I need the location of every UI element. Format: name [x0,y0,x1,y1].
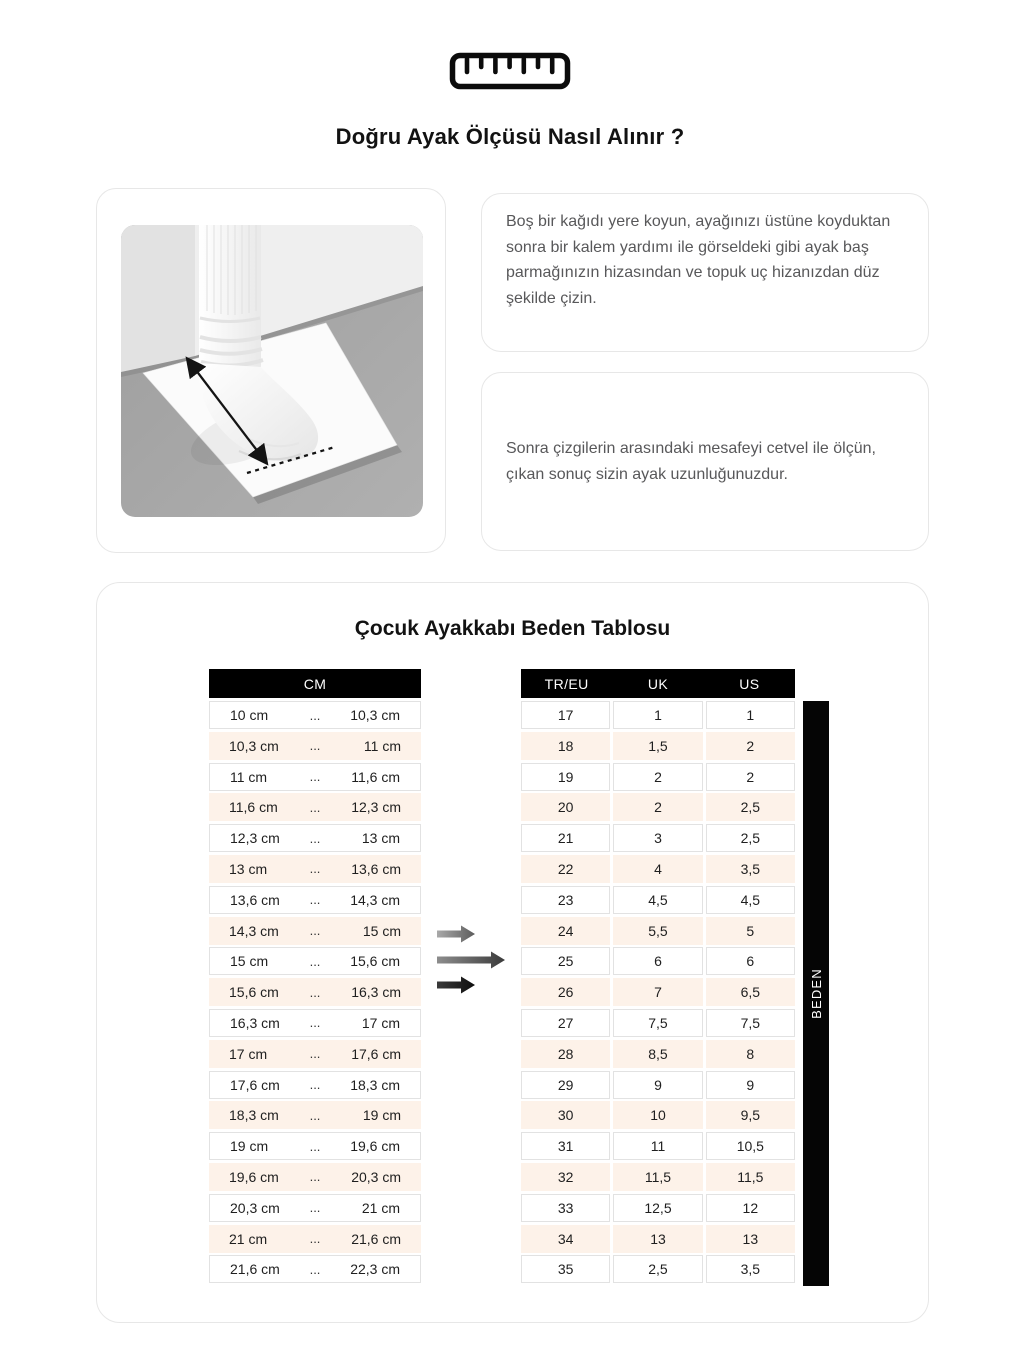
cm-range-separator: ... [309,1138,321,1154]
cm-to: 14,3 cm [350,891,400,908]
cm-range-row [209,1101,421,1129]
cm-to: 18,3 cm [350,1076,400,1093]
size-table-title: Çocuk Ayakkabı Beden Tablosu [354,617,671,640]
size-cell-us: 4,5 [706,886,795,914]
size-cell-uk: 5,5 [613,917,702,945]
cm-range-row [209,824,421,852]
instruction-text-2: Sonra çizgilerin arasındaki mesafeyi cetvel ile ölçün, çıkan sonuç sizin ayak uzunluğunuzdur. [506,439,876,483]
cm-rows [209,701,421,1283]
cm-range-separator: ... [309,1046,321,1062]
foot-measurement-photo [121,225,423,517]
size-cell-uk: 3 [613,824,702,852]
cm-range-row [209,855,421,883]
cm-range-separator: ... [309,953,321,969]
size-cell-tr-eu: 20 [521,793,610,821]
size-cell-us: 12 [706,1194,795,1222]
cm-from: 13,6 cm [230,891,280,908]
size-cell-uk: 2 [613,763,702,791]
size-cell-us: 8 [706,1040,795,1068]
size-cell-tr-eu: 18 [521,732,610,760]
cm-from: 15,6 cm [229,984,279,1001]
cm-range-separator: ... [309,1231,321,1247]
cm-range-separator: ... [309,861,321,877]
cm-from: 11,6 cm [229,799,278,816]
size-cell-us: 13 [706,1225,795,1253]
size-cell-us: 3,5 [706,1255,795,1283]
header-cell-uk: UK [647,675,669,692]
page-header [0,52,1020,95]
cm-to: 17 cm [361,1014,400,1031]
size-cell-tr-eu: 30 [521,1101,610,1129]
size-cell-us: 7,5 [706,1009,795,1037]
cm-from: 12,3 cm [230,830,280,847]
cm-to: 21,6 cm [351,1230,401,1247]
size-cell-uk: 7 [613,978,702,1006]
size-cell-uk: 10 [613,1101,702,1129]
cm-range-row [209,1009,421,1037]
size-cell-tr-eu: 31 [521,1132,610,1160]
cm-from: 17 cm [229,1045,268,1062]
cm-range-row [209,793,421,821]
size-cell-us: 9,5 [706,1101,795,1129]
cm-range-separator: ... [309,738,321,754]
size-cell-tr-eu: 24 [521,917,610,945]
cm-to: 17,6 cm [351,1045,401,1062]
size-rows [521,701,795,1283]
size-cell-tr-eu: 19 [521,763,610,791]
size-cell-tr-eu: 17 [521,701,610,729]
cm-range-separator: ... [309,1261,321,1277]
size-cell-uk: 11,5 [613,1163,702,1191]
size-cell-uk: 4 [613,855,702,883]
cm-range-separator: ... [309,830,321,846]
cm-to: 19,6 cm [350,1138,400,1155]
cm-table [209,669,421,1283]
cm-from: 14,3 cm [229,922,279,939]
size-cell-uk: 2,5 [613,1255,702,1283]
size-cell-uk: 7,5 [613,1009,702,1037]
cm-to: 11 cm [363,737,401,754]
instruction-text-1: Boş bir kağıdı yere koyun, ayağınızı üstüne koyduktan sonra bir kalem yardımı ile görseldeki gibi ayak baş parmağınızın hizasından ve topuk uç hizanızdan düz şekilde çizin. [506,213,891,307]
cm-from: 11 cm [230,768,268,785]
size-cell-tr-eu: 26 [521,978,610,1006]
size-cell-us: 1 [706,701,795,729]
cm-to: 12,3 cm [351,799,401,816]
cm-from: 21,6 cm [230,1261,280,1278]
cm-range-row [209,763,421,791]
size-cell-tr-eu: 34 [521,1225,610,1253]
cm-table-header: CM [209,669,421,698]
cm-range-separator: ... [309,1015,321,1031]
size-cell-uk: 11 [613,1132,702,1160]
size-cell-us: 5 [706,917,795,945]
cm-from: 16,3 cm [230,1014,280,1031]
size-cell-uk: 6 [613,947,702,975]
size-table-card [96,582,929,1323]
cm-range-separator: ... [309,892,321,908]
conversion-arrows-icon [435,924,515,1002]
size-cell-tr-eu: 25 [521,947,610,975]
cm-from: 15 cm [230,953,269,970]
size-cell-us: 6,5 [706,978,795,1006]
cm-to: 13 cm [361,830,400,847]
header-cell-tr-eu: TR/EU [544,675,589,692]
cm-range-separator: ... [309,707,321,723]
cm-range-row [209,1132,421,1160]
cm-range-row [209,1071,421,1099]
cm-to: 15 cm [362,922,401,939]
cm-range-row [209,947,421,975]
size-cell-tr-eu: 22 [521,855,610,883]
size-cell-uk: 8,5 [613,1040,702,1068]
cm-from: 10 cm [230,707,269,723]
size-cell-us: 10,5 [706,1132,795,1160]
size-cell-uk: 13 [613,1225,702,1253]
size-cell-tr-eu: 28 [521,1040,610,1068]
cm-to: 10,3 cm [350,707,400,723]
cm-range-separator: ... [309,923,321,939]
cm-from: 13 cm [229,860,268,877]
cm-range-row [209,1225,421,1253]
header-cell-us: US [739,675,760,692]
cm-to: 21 cm [361,1199,400,1216]
cm-range-separator: ... [309,984,321,1000]
size-cell-uk: 12,5 [613,1194,702,1222]
size-cell-uk: 4,5 [613,886,702,914]
instruction-card-1 [481,193,929,352]
cm-range-separator: ... [309,1107,321,1123]
cm-range-separator: ... [309,769,321,785]
size-table-header-row [521,669,795,698]
size-cell-us: 2 [706,763,795,791]
size-cell-tr-eu: 29 [521,1071,610,1099]
size-cell-uk: 9 [613,1071,702,1099]
cm-range-row [209,1163,421,1191]
cm-to: 15,6 cm [350,953,400,970]
size-cell-uk: 1 [613,701,702,729]
cm-range-row [209,1040,421,1068]
cm-to: 22,3 cm [350,1261,400,1278]
cm-to: 20,3 cm [351,1168,401,1185]
cm-from: 17,6 cm [230,1076,280,1093]
cm-to: 13,6 cm [351,860,401,877]
cm-range-row [209,886,421,914]
cm-range-row [209,1194,421,1222]
cm-from: 18,3 cm [229,1107,279,1124]
cm-to: 16,3 cm [351,984,401,1001]
size-cell-us: 9 [706,1071,795,1099]
cm-range-row [209,732,421,760]
beden-label: BEDEN [808,968,824,1019]
size-cell-uk: 2 [613,793,702,821]
size-cell-us: 11,5 [706,1163,795,1191]
cm-from: 19 cm [230,1138,269,1155]
size-cell-us: 2 [706,732,795,760]
size-cell-tr-eu: 35 [521,1255,610,1283]
cm-from: 10,3 cm [229,737,279,754]
cm-range-row [209,701,421,729]
size-cell-tr-eu: 32 [521,1163,610,1191]
size-cell-tr-eu: 21 [521,824,610,852]
size-cell-us: 2,5 [706,824,795,852]
beden-sidebar [803,701,829,1286]
cm-range-separator: ... [309,1169,321,1185]
page-title: Doğru Ayak Ölçüsü Nasıl Alınır ? [335,124,685,149]
size-cell-tr-eu: 27 [521,1009,610,1037]
cm-from: 19,6 cm [229,1168,279,1185]
size-cell-uk: 1,5 [613,732,702,760]
instruction-card-2 [481,372,929,551]
size-table [521,669,795,1283]
size-cell-us: 6 [706,947,795,975]
cm-from: 20,3 cm [230,1199,280,1216]
photo-card [96,188,446,553]
cm-range-separator: ... [309,799,321,815]
cm-range-row [209,917,421,945]
cm-range-separator: ... [309,1077,321,1093]
cm-range-row [209,978,421,1006]
cm-range-separator: ... [309,1200,321,1216]
ruler-icon [449,52,571,90]
size-cell-us: 3,5 [706,855,795,883]
cm-to: 19 cm [362,1107,401,1124]
size-cell-tr-eu: 33 [521,1194,610,1222]
size-cell-tr-eu: 23 [521,886,610,914]
size-cell-us: 2,5 [706,793,795,821]
cm-to: 11,6 cm [351,768,400,785]
cm-range-row [209,1255,421,1283]
cm-from: 21 cm [229,1230,268,1247]
